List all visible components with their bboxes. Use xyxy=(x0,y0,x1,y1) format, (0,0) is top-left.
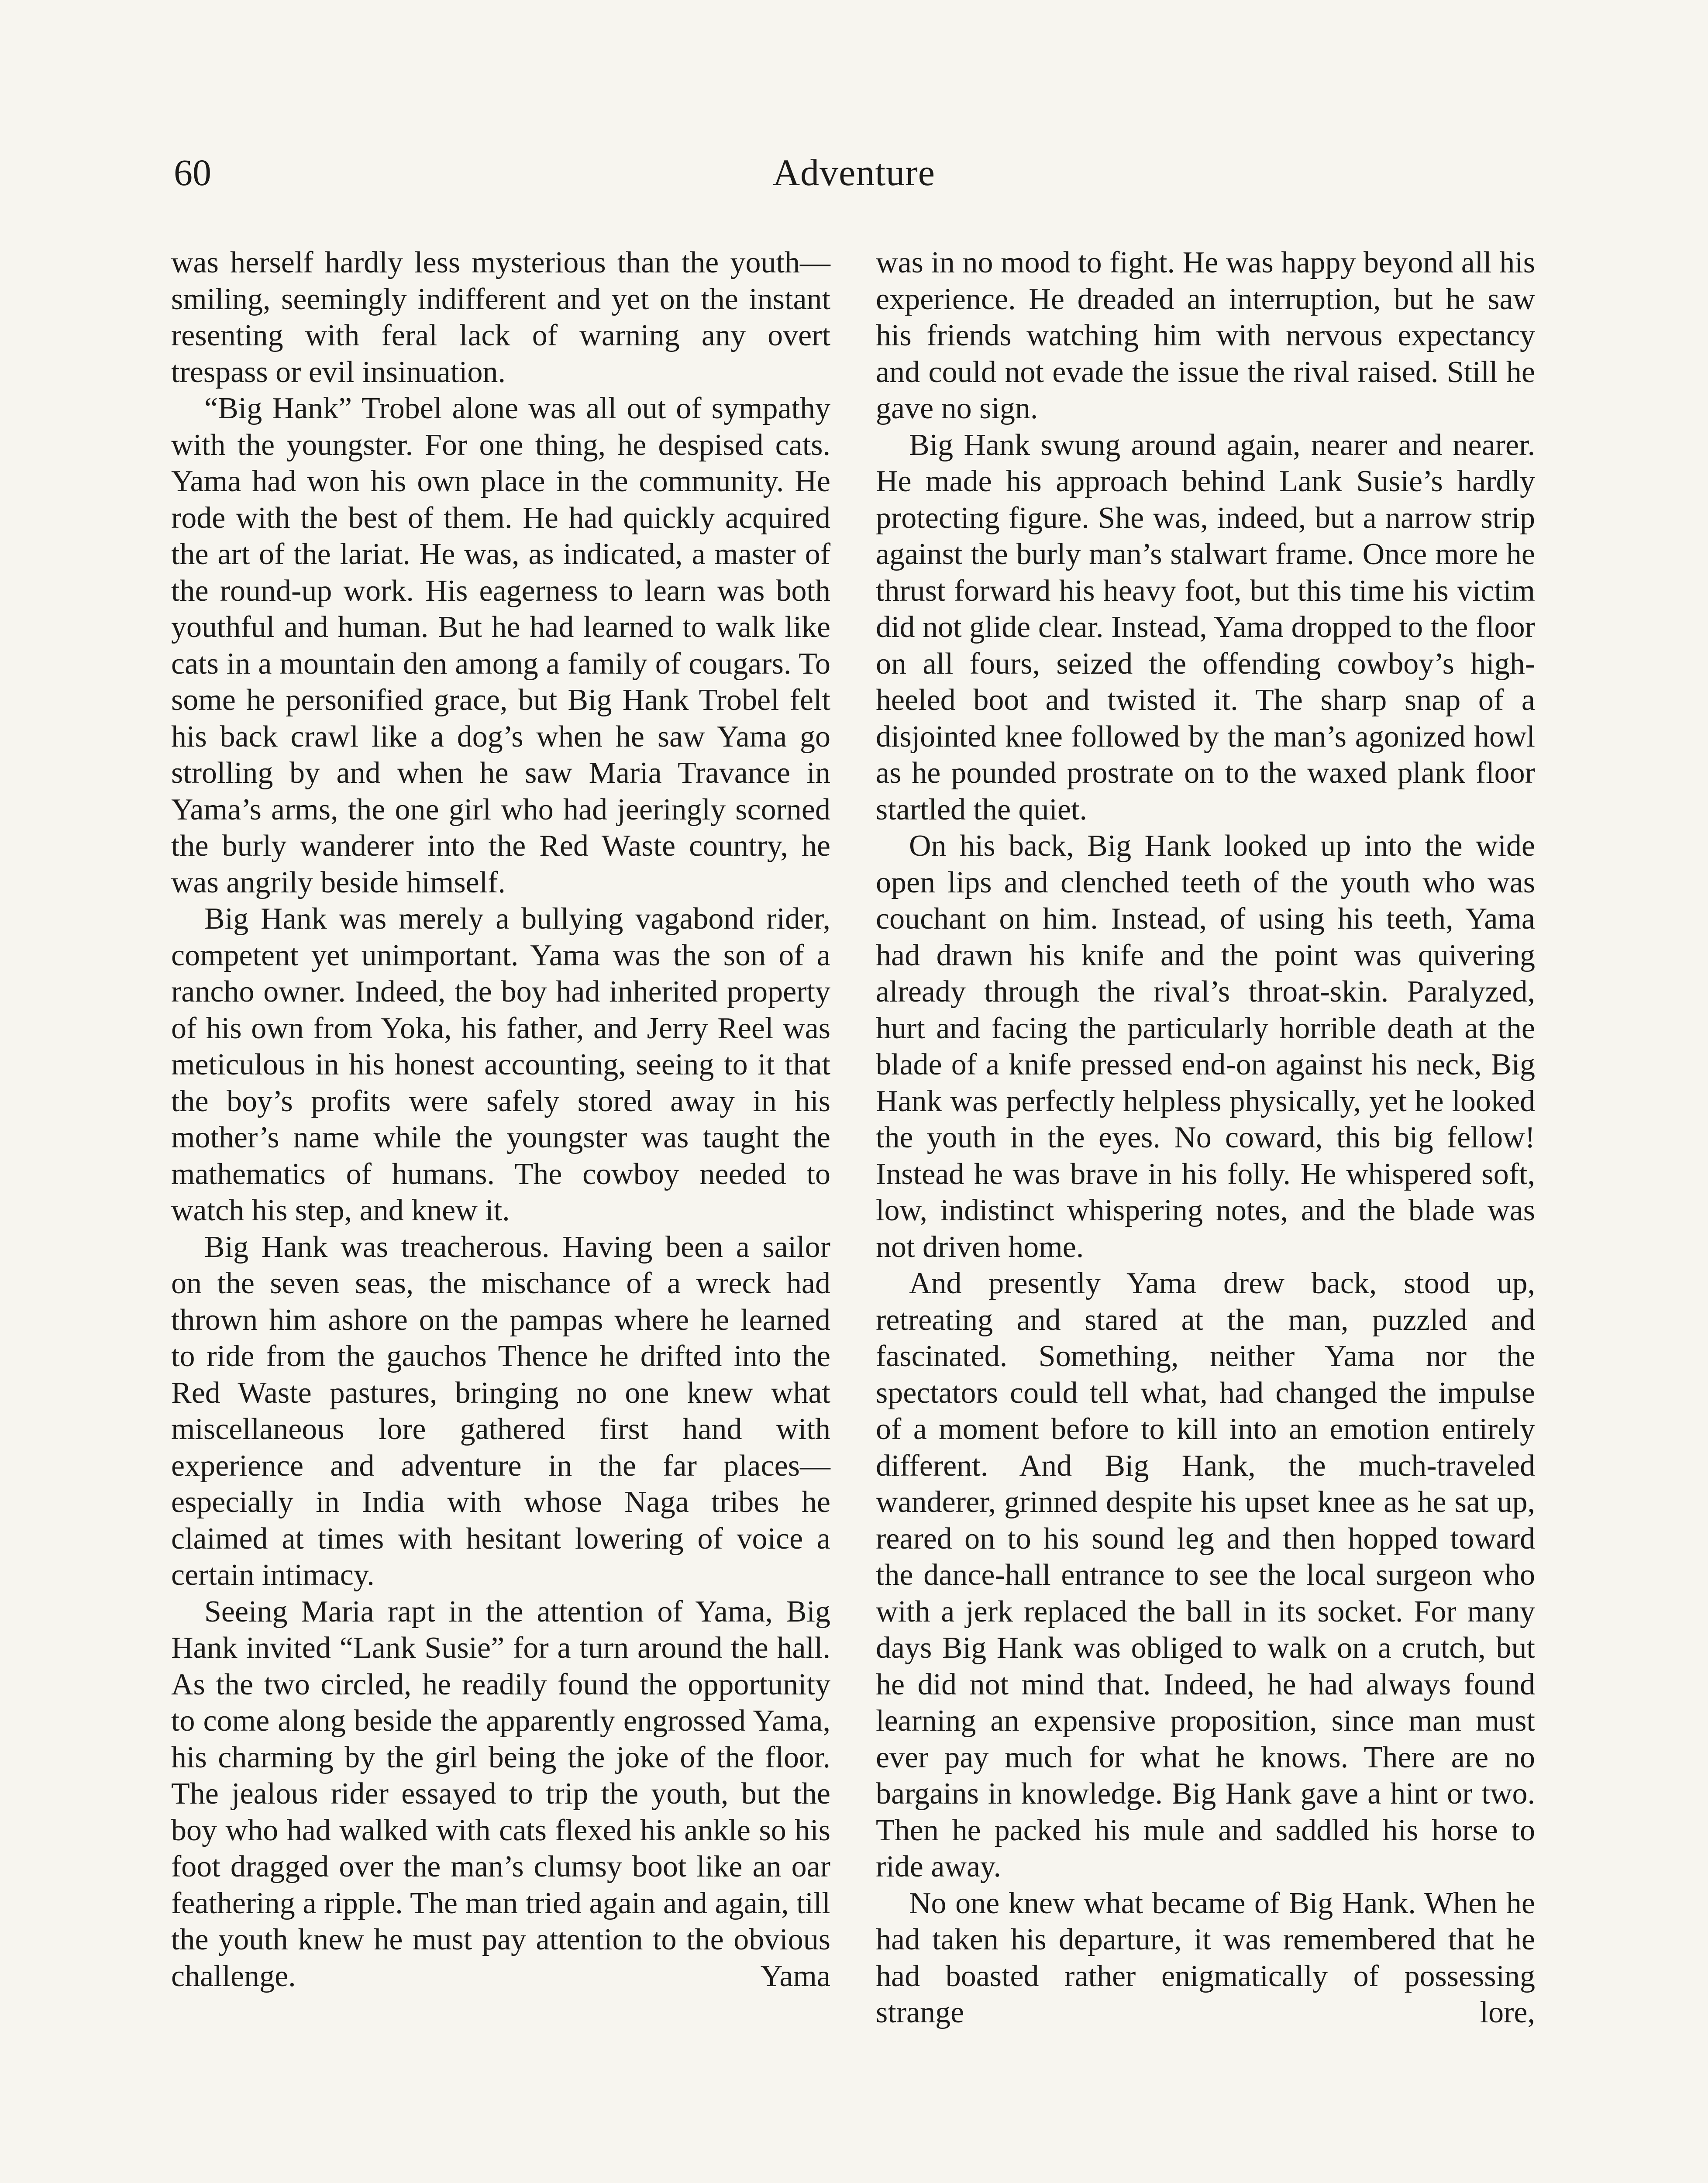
paragraph: “Big Hank” Trobel alone was all out of sympathy with the youngster. For one thing, he despised cats. Yama had won his own place in the community. He rode with the best of them. He had quickly acquired the art of the lariat. He was, as indicated, a master of the round-up work. His eagerness to learn was both youthful and human. But he had learned to walk like cats in a mountain den among a family of cougars. To some he personified grace, but Big Hank Trobel felt his back crawl like a dog’s when he saw Yama go strolling by and when he saw Maria Travance in Yama’s arms, the one girl who had jeeringly scorned the burly wanderer into the Red Waste country, he was angrily beside himself. xyxy=(171,392,830,899)
paragraph: On his back, Big Hank looked up into the wide open lips and clenched teeth of the youth who was couchant on him. Instead, of using his teeth, Yama had drawn his knife and the point was quivering already through the rival’s throat-skin. Paralyzed, hurt and facing the particularly horrible death at the blade of a knife pressed end-on against his neck, Big Hank was perfectly helpless physically, yet he looked the youth in the eyes. No coward, this big fellow! Instead he was brave in his folly. He whispered soft, low, indistinct whispering notes, and the blade was not driven home. xyxy=(876,829,1535,1264)
paragraph: And presently Yama drew back, stood up, retreating and stared at the man, puzzled and fascinated. Something, neither Yama nor the spectators could tell what, had changed the impulse of a moment before to kill into an emotion entirely different. And Big Hank, the much-traveled wanderer, grinned despite his upset knee as he sat up, reared on to his sound leg and then hopped toward the dance-hall entrance to see the local surgeon who with a jerk replaced the ball in its socket. For many days Big Hank was obliged to walk on a crutch, but he did not mind that. Indeed, he had always found learning an expensive proposition, since man must ever pay much for what he knows. There are no bargains in knowledge. Big Hank gave a hint or two. Then he packed his mule and saddled his horse to ride away. xyxy=(876,1267,1535,1883)
paragraph: Seeing Maria rapt in the attention of Yama, Big Hank invited “Lank Susie” for a turn around the hall. As the two circled, he readily found the opportunity to come along beside the apparently engrossed Yama, his charming by the girl being the joke of the floor. The jealous rider essayed to trip the youth, but the boy who had walked with cats flexed his ankle so his foot dragged over the man’s clumsy boot like an oar feathering a ripple. The man tried again and again, till the youth knew he must pay attention to the obvious challenge. Yama xyxy=(171,1594,830,1993)
paragraph: was in no mood to fight. He was happy beyond all his experience. He dreaded an interruption, but he saw his friends watching him with nervous expectancy and could not evade the issue the rival raised. Still he gave no sign. xyxy=(876,246,1535,425)
paragraph: was herself hardly less mysterious than the youth—smiling, seemingly indifferent and yet on the instant resenting with feral lack of warning any overt trespass or evil insinuation. xyxy=(171,246,830,389)
paragraph: Big Hank was treacherous. Having been a sailor on the seven seas, the mischance of a wreck had thrown him ashore on the pampas where he learned to ride from the gauchos Thence he drifted into the Red Waste pastures, bringing no one knew what miscellaneous lore gathered first hand with experience and adventure in the far places—especially in India with whose Naga tribes he claimed at times with hesitant lowering of voice a certain intimacy. xyxy=(171,1230,830,1592)
paragraph: No one knew what became of Big Hank. When he had taken his departure, it was remembered that he had boasted rather enigmatically of possessing strange lore, xyxy=(876,1886,1535,2029)
right-column xyxy=(876,244,1535,2031)
paragraph: Big Hank swung around again, nearer and nearer. He made his approach behind Lank Susie’s hardly protecting figure. She was, indeed, but a narrow strip against the burly man’s stalwart frame. Once more he thrust forward his heavy foot, but this time his victim did not glide clear. Instead, Yama dropped to the floor on all fours, seized the offending cowboy’s high-heeled boot and twisted it. The sharp snap of a disjointed knee followed by the man’s agonized howl as he pounded prostrate on to the waxed plank floor startled the quiet. xyxy=(876,428,1535,826)
paragraph: Big Hank was merely a bullying vagabond rider, competent yet unimportant. Yama was the son of a rancho owner. Indeed, the boy had inherited property of his own from Yoka, his father, and Jerry Reel was meticulous in his honest accounting, seeing to it that the boy’s profits were safely stored away in his mother’s name while the youngster was taught the mathematics of humans. The cowboy needed to watch his step, and knew it. xyxy=(171,902,830,1227)
left-column xyxy=(171,244,830,1994)
running-head-title: Adventure xyxy=(773,152,935,193)
page-number: 60 xyxy=(174,152,211,193)
